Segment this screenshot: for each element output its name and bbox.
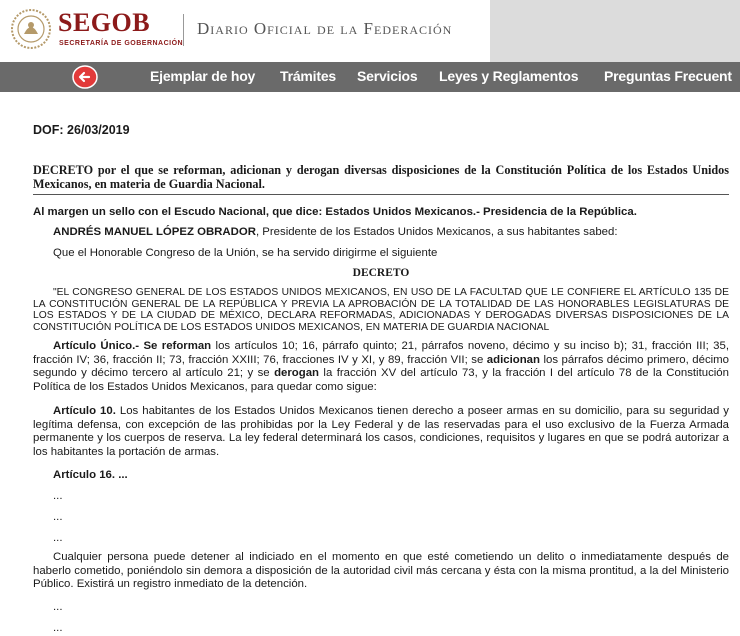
dof-date: DOF: 26/03/2019 [33,123,130,137]
caps-paragraph: "EL CONGRESO GENERAL DE LOS ESTADOS UNIDOS MEXICANOS, EN USO DE LA FACULTAD QUE LE CONFIERE EL ARTÍCULO 135 DE LA CONSTITUCIÓN GENERAL DE LA REPÚBLICA Y PREVIA LA APROBACIÓN DE LA TOTALIDAD DE LAS HONORABLES LEGISLATURAS DE LOS ESTADOS Y DE LA CIUDAD DE MÉXICO, DECLARA REFORMADAS, ADICIONADAS Y DEROGADAS DIVERSAS DISPOSICIONES DE LA CONSTITUCIÓN POLÍTICA DE LOS ESTADOS UNIDOS MEXICANOS, EN MATERIA DE GUARDIA NACIONAL [33,287,729,333]
ellipsis-5: ... [53,622,63,634]
president-line [33,226,729,240]
derogan: derogan [274,367,319,380]
adicionan: adicionan [486,353,540,366]
nav-tramites[interactable]: Trámites [280,68,336,84]
decree-title: DECRETO por el que se reforman, adicionan y derogan diversas disposiciones de la Constitución Política de los Estados Unidos Mexicanos, en materia de Guardia Nacional. [33,163,729,195]
articulo-10-paragraph [33,405,729,459]
decreto-heading: DECRETO [352,267,410,279]
main-nav [0,62,740,92]
header-grey-panel [490,0,740,62]
articulo-10-label: Artículo 10. [53,405,116,417]
back-arrow-icon[interactable] [72,65,98,89]
header-divider [183,14,184,46]
margin-note: Al margen un sello con el Escudo Nacional, que dice: Estados Unidos Mexicanos.- Presidencia de la República. [33,206,637,218]
ellipsis-2: ... [53,511,63,523]
site-title[interactable]: Diario Oficial de la Federación [197,19,453,38]
brand-subtitle: SECRETARÍA DE GOBERNACIÓN [59,40,184,47]
adicionan-text: los párrafos décimo primero, décimo segundo y décimo tercero al artículo 21; y se [33,353,729,380]
ellipsis-4: ... [53,601,63,613]
nav-servicios[interactable]: Servicios [357,68,418,84]
articulo-unico-paragraph [33,340,729,394]
articulo-unico-label: Artículo Único.- [53,340,140,352]
detention-paragraph: Cualquier persona puede detener al indiciado en el momento en que esté cometiendo un delito o inmediatamente después de haberlo cometido, poniéndolo sin demora a disposición de la autoridad civil más cercana y ésta con la misma prontitud, a la del Ministerio Público. Existirá un registro inmediato de la detención. [33,551,729,591]
nav-preguntas-frecuentes[interactable]: Preguntas Frecuent [604,68,732,84]
site-header [0,0,740,62]
brand-logo[interactable]: SEGOB [58,8,151,37]
derogan-text: la fracción XV del artículo 73, y la fracción I del artículo 78 de la Constitución Política de los Estados Unidos Mexicanos, para quedar como sigue: [33,367,729,393]
ellipsis-1: ... [53,490,63,502]
se-reforman: Se reforman [143,340,212,352]
nav-leyes-reglamentos[interactable]: Leyes y Reglamentos [439,68,579,84]
president-name: ANDRÉS MANUEL LÓPEZ OBRADOR [53,226,256,238]
congress-line: Que el Honorable Congreso de la Unión, se ha servido dirigirme el siguiente [53,247,438,259]
articulo-10-text: Los habitantes de los Estados Unidos Mexicanos tienen derecho a poseer armas en su domicilio, para su seguridad y legítima defensa, con excepción de las prohibidas por la Ley Federal y de las reservadas para el uso exclusivo de la Fuerza Armada permanente y los cuerpos de reserva. La ley federal determinará los casos, condiciones, requisitos y lugares en que se podrá autorizar a los habitantes la portación de armas. [33,405,729,458]
articulo-16-label: Artículo 16. ... [53,469,128,481]
nav-ejemplar-de-hoy[interactable]: Ejemplar de hoy [150,68,256,84]
national-seal-icon [10,8,52,50]
reforman-text: los artículos 10; 16, párrafo quinto; 21, párrafos noveno, décimo y su inciso b); 31, fracción III; 35, fracción IV; 36, fracción II; 73, fracción XXIII; 76, fracciones IV y XI, y 89, fracción VII; se [33,340,729,366]
ellipsis-3: ... [53,532,63,544]
president-rest: , Presidente de los Estados Unidos Mexicanos, a sus habitantes sabed: [255,226,618,238]
